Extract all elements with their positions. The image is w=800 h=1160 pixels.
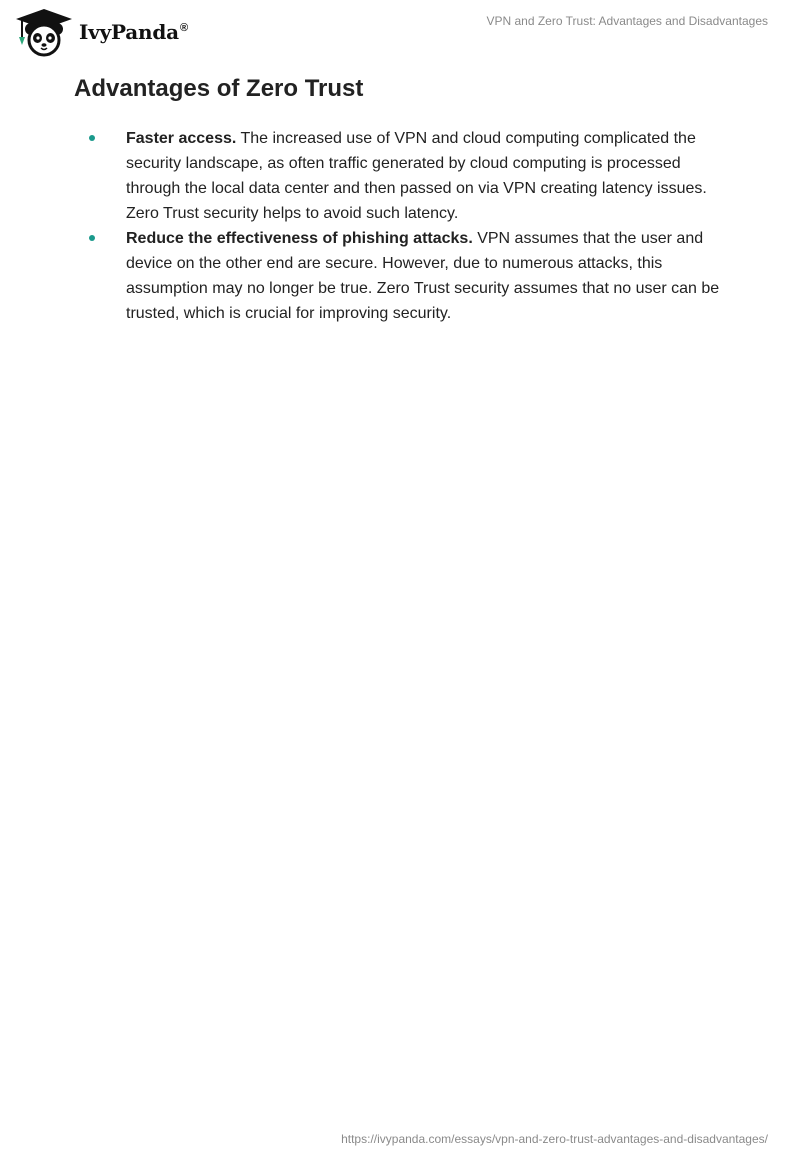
footer-url[interactable]: https://ivypanda.com/essays/vpn-and-zero-trust-advantages-and-disadvantages/ [341,1132,768,1146]
page-content [74,72,734,326]
item-text: The increased use of VPN and cloud computing complicated the security landscape, as often traffic generated by cloud computing is processed through the local data center and then passed on via VPN creating latency issues. Zero Trust security helps to avoid such latency. [126,130,707,222]
item-lead: Reduce the effectiveness of phishing attacks. [126,230,473,247]
bullet-icon [89,235,95,241]
logo-wordmark [79,20,188,44]
ivypanda-logo[interactable] [14,7,188,57]
registered-mark: ® [179,22,188,35]
section-heading: Advantages of Zero Trust [74,75,364,102]
page-header [0,0,800,60]
item-lead: Faster access. [126,130,237,147]
list-item [74,126,726,226]
bullet-icon [89,135,95,141]
item-text: VPN assumes that the user and device on the other end are secure. However, due to numerous attacks, this assumption may no longer be true. Zero Trust security assumes that no user can be trusted, which is crucial for improving security. [126,230,720,322]
list-item [74,226,726,326]
logo-text: IvyPanda [79,20,179,44]
running-title: VPN and Zero Trust: Advantages and Disadvantages [486,14,768,28]
panda-graduation-cap-icon [14,7,76,57]
bullet-list [74,126,734,326]
